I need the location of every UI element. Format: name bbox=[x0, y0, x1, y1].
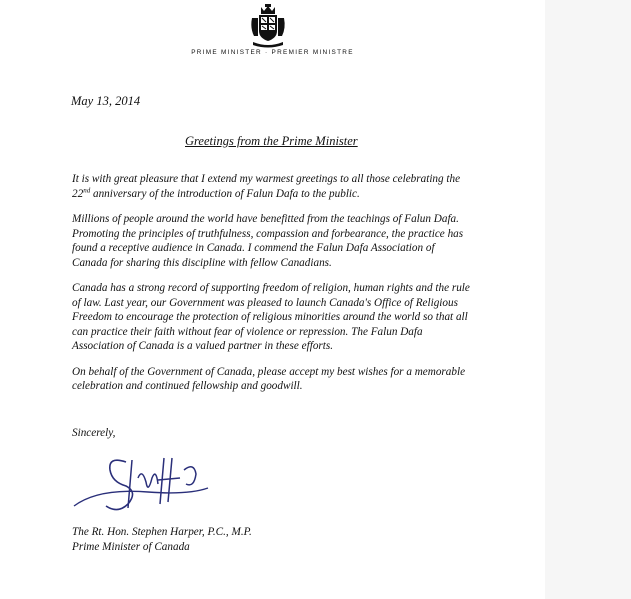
letter-date: May 13, 2014 bbox=[71, 94, 141, 108]
signatory-title: Prime Minister of Canada bbox=[72, 540, 190, 553]
canada-coat-of-arms-icon bbox=[250, 4, 286, 48]
signature-block bbox=[72, 525, 252, 554]
letter-body bbox=[72, 172, 472, 405]
paragraph-4: On behalf of the Government of Canada, please accept my best wishes for a memorable celebration and continued fellowship and goodwill. bbox=[72, 365, 466, 392]
signatory-name: The Rt. Hon. Stephen Harper, P.C., M.P. bbox=[72, 526, 252, 538]
handwritten-signature bbox=[68, 448, 218, 522]
paragraph-3: Canada has a strong record of supporting freedom of religion, human rights and the rule of law. Last year, our Government was pleased to launch Canada's Office of Religious Freedom to encourage the protection of religious minorities around the world so that all can practice their faith without fear of violence or repression. The Falun Dafa Association of Canada is a valued partner in these efforts. bbox=[72, 282, 470, 352]
paragraph-2: Millions of people around the world have benefitted from the teachings of Falun Dafa. Promoting the principles of truthfulness, compassion and forbearance, the practice has found a receptive audience in Canada. I commend the Falun Dafa Association of Canada for sharing this discipline with fellow Canadians. bbox=[72, 213, 464, 269]
letterhead-office: PRIME MINISTER · PREMIER MINISTRE bbox=[191, 49, 354, 56]
letter-heading: Greetings from the Prime Minister bbox=[185, 134, 358, 148]
paragraph-1: It is with great pleasure that I extend my warmest greetings to all those celebrating the 22nd anniversary of the introduction of Falun Dafa to the public. bbox=[72, 173, 461, 200]
letter-closing: Sincerely, bbox=[72, 427, 116, 439]
